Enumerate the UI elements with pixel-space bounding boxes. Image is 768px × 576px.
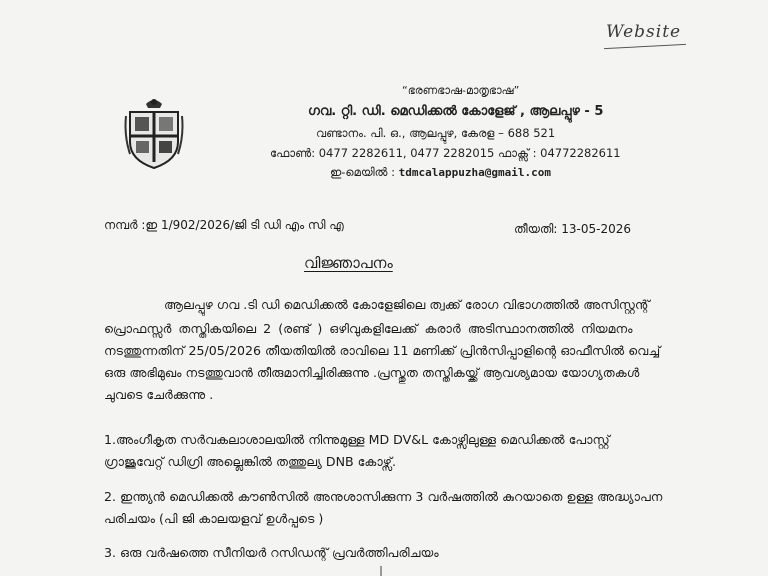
- college-crest-icon: [124, 96, 184, 170]
- requirement-2-line-2: പരിചയം (പി ജി കാലയളവ് ഉൾപ്പടെ ): [104, 511, 324, 526]
- paragraph-line: പ്രൊഫസ്സർ തസ്തികയിലെ 2 (രണ്ട് ) ഒഴിവുകളിലേക്ക് കരാർ അടിസ്ഥാനത്തിൽ നിയമനം: [104, 321, 633, 336]
- email-label: ഇ-മെയിൽ :: [330, 165, 395, 179]
- handwritten-note: Website: [606, 22, 682, 42]
- document-title: വിജ്ഞാപനം: [304, 254, 393, 272]
- requirement-1-line-2: ഗ്രാജുവേറ്റ് ഡിഗ്രി അല്ലെങ്കിൽ തത്തുല്യ DNB കോഴ്സ്.: [104, 454, 397, 469]
- email-line: [330, 165, 551, 180]
- requirement-2-line-1: 2. ഇന്ത്യൻ മെഡിക്കൽ കൗൺസിൽ അനുശാസിക്കുന്ന 3 വർഷത്തിൽ കുറയാതെ ഉള്ള അദ്ധ്യാപന: [104, 489, 663, 504]
- phone-fax-line: ഫോൺ: 0477 2282611, 0477 2282015 ഫാക്സ് : 04772282611: [270, 146, 621, 160]
- paragraph-line: ആലപ്പുഴ ഗവ .ടി ഡി മെഡിക്കൽ കോളേജിലെ ത്വക്ക് രോഗ വിഭാഗത്തിൽ അസിസ്റ്റന്റ്: [164, 297, 650, 312]
- paragraph-line: നടത്തുന്നതിന് 25/05/2026 തീയതിയിൽ രാവിലെ 11 മണിക്ക് പ്രിൻസിപ്പാളിന്റെ ഓഫീസിൽ വെച്ച്: [104, 343, 661, 358]
- scan-mark: [380, 566, 382, 576]
- paragraph-line: ചുവടെ ചേർക്കുന്നു .: [104, 387, 214, 402]
- handwritten-underline: [604, 44, 686, 49]
- requirement-3-line-1: 3. ഒരു വർഷത്തെ സീനിയർ റസിഡന്റ് പ്രവർത്തിപരിചയം: [104, 545, 439, 560]
- paragraph-line: ഒരു അഭിമുഖം നടത്തുവാൻ തീരുമാനിച്ചിരിക്കുന്നു .പ്രസ്തുത തസ്തികയ്ക്ക് ആവശ്യമായ യോഗ്യതകൾ: [104, 365, 640, 380]
- requirement-1-line-1: 1.അംഗീകൃത സർവകലാശാലയിൽ നിന്നുമുള്ള MD DV&L കോഴ്സിലുള്ള മെഡിക്കൽ പോസ്റ്റ്: [104, 432, 610, 447]
- institution-name: ഗവ. റ്റി. ഡി. മെഡിക്കൽ കോളേജ് , ആലപ്പുഴ - 5: [308, 104, 604, 119]
- notice-date: തീയതി: 13-05-2026: [514, 222, 632, 236]
- reference-number: നമ്പർ :ഇ 1/902/2026/ജി ടി ഡി എം സി എ: [104, 218, 344, 232]
- email-address: tdmcalappuzha@gmail.com: [398, 166, 551, 179]
- institution-address: വണ്ടാനം. പി. ഒ., ആലപ്പുഴ, കേരള – 688 521: [316, 126, 556, 140]
- letterhead-motto: “ഭരണഭാഷ-മാതൃഭാഷ”: [402, 84, 520, 97]
